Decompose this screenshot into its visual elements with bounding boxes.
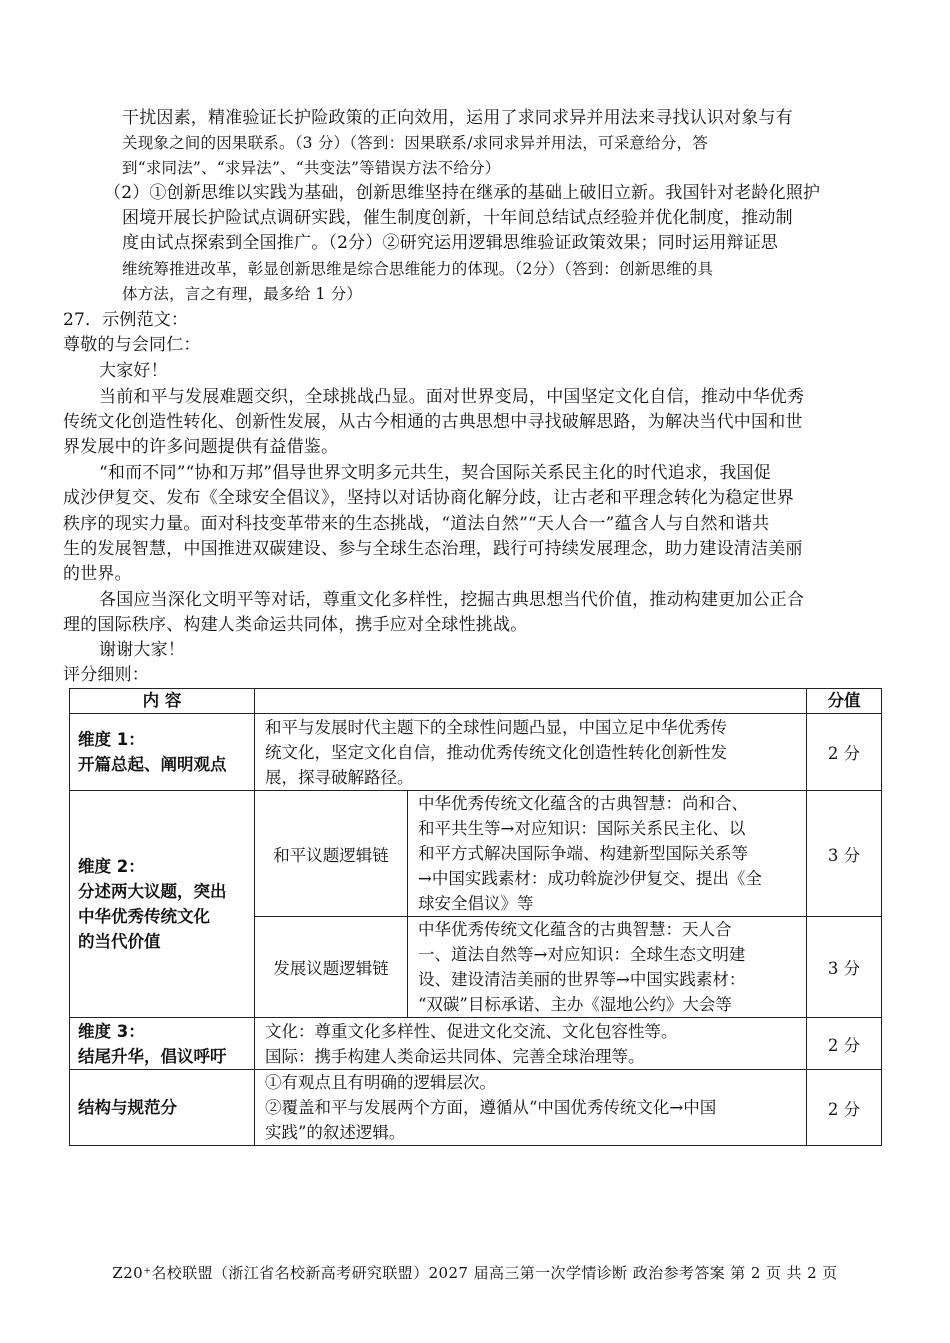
- dimension-3-score: 2 分: [807, 1018, 882, 1070]
- structure-score: 2 分: [807, 1070, 882, 1146]
- table-header-row: [70, 689, 882, 714]
- table-row: [70, 1070, 882, 1146]
- q26-2-line-2: 困境开展长护险试点调研实践，催生制度创新，十年间总结试点经验并优化制度，推动制: [122, 208, 793, 228]
- q27-para3-line-1: 各国应当深化文明平等对话，尊重文化多样性，挖掘古典思想当代价值，推动构建更加公正合: [99, 590, 805, 610]
- table-row: [70, 714, 882, 791]
- q27-salutation: 尊敬的与会同仁：: [63, 335, 201, 355]
- dimension-title: 维度 2：: [78, 857, 145, 876]
- content-line: 球安全倡议》等: [418, 894, 534, 913]
- content-line: 一、道法自然等→对应知识：全球生态文明建: [418, 945, 746, 964]
- dimension-title: 维度 3：: [78, 1021, 145, 1041]
- content-line: 和平方式解决国际争端、构建新型国际关系等: [418, 844, 748, 863]
- content-line: 展，探寻破解路径。: [265, 767, 414, 787]
- dimension-subtitle: 结尾升华，倡议呼吁: [78, 1046, 227, 1066]
- content-line: ①有观点且有明确的逻辑层次。: [265, 1073, 496, 1092]
- content-line: 实践”的叙述逻辑。: [265, 1123, 406, 1142]
- dimension-subtitle: 分述两大议题，突出: [78, 882, 227, 901]
- rubric-table: [69, 688, 882, 1146]
- q26-2-line-5: 体方法，言之有理，最多给 1 分）: [122, 285, 363, 303]
- structure-label: [70, 1070, 255, 1146]
- rubric-title: 评分细则：: [63, 665, 149, 685]
- q26-tail-line-1: 干扰因素，精准验证长护险政策的正向效用，运用了求同求异并用法来寻找认识对象与有: [122, 108, 793, 128]
- dimension-1-score: 2 分: [807, 714, 882, 791]
- dimension-title: 结构与规范分: [78, 1098, 177, 1117]
- dimension-subtitle: 开篇总起、阐明观点: [78, 755, 227, 774]
- content-line: 和平共生等→对应知识：国际关系民主化、以: [418, 819, 746, 838]
- development-chain-content: [408, 917, 807, 1018]
- content-line: 中华优秀传统文化蕴含的古典智慧：天人合: [418, 920, 732, 939]
- dimension-2-label: [70, 791, 255, 1018]
- q27-para1-line-3: 界发展中的许多问题提供有益借鉴。: [63, 437, 339, 457]
- content-line: 文化：尊重文化多样性、促进文化交流、文化包容性等。: [265, 1021, 678, 1041]
- content-line: 国际：携手构建人类命运共同体、完善全球治理等。: [265, 1046, 645, 1066]
- q27-para2-line-2: 成沙伊复交、发布《全球安全倡议》，坚持以对话协商化解分歧，让古老和平理念转化为稳定世界: [63, 488, 795, 508]
- content-line: 中华优秀传统文化蕴含的古典智慧：尚和合、: [418, 794, 748, 813]
- content-line: 统文化，坚定文化自信，推动优秀传统文化创造性转化创新性发: [265, 742, 727, 762]
- q27-heading: 27．示例范文：: [63, 310, 189, 330]
- q26-2-line-3: 度由试点探索到全国推广。（2分）②研究运用逻辑思维验证政策效果；同时运用辩证思: [122, 233, 779, 253]
- table-row: [70, 1018, 882, 1070]
- header-score: 分值: [807, 689, 882, 714]
- q26-2-line-1: （2）①创新思维以实践为基础，创新思维坚持在继承的基础上破旧立新。我国针对老龄化照护: [104, 183, 821, 203]
- q26-tail-line-2: 关现象之间的因果联系。（3 分）（答到：因果联系/求同求异并用法，可采意给分，答: [122, 134, 709, 152]
- q27-para2-line-1: “和而不同”“协和万邦”倡导世界文明多元共生，契合国际关系民主化的时代追求，我国促: [99, 463, 771, 483]
- development-chain-score: 3 分: [807, 917, 882, 1018]
- content-line: “双碳”目标承诺、主办《湿地公约》大会等: [418, 995, 732, 1014]
- content-line: 和平与发展时代主题下的全球性问题凸显，中国立足中华优秀传: [265, 717, 727, 737]
- q27-para2-line-3: 秩序的现实力量。面对科技变革带来的生态挑战，“道法自然”“天人合一”蕴含人与自然和谐共: [63, 514, 770, 534]
- header-content: 内 容: [70, 689, 255, 714]
- peace-chain-content: [408, 791, 807, 917]
- q27-greeting: 大家好！: [99, 361, 168, 381]
- q27-para1-line-1: 当前和平与发展难题交织，全球挑战凸显。面对世界变局，中国坚定文化自信，推动中华优秀: [99, 387, 805, 407]
- q27-para2-line-5: 的世界。: [63, 564, 132, 584]
- q27-para2-line-4: 生的发展智慧，中国推进双碳建设、参与全球生态治理，践行可持续发展理念，助力建设清洁美丽: [63, 539, 803, 559]
- dimension-1-label: [70, 714, 255, 791]
- dimension-3-label: [70, 1018, 255, 1070]
- q26-2-line-4: 维统筹推进改革，彰显创新思维是综合思维能力的体现。（2分）（答到：创新思维的具: [122, 260, 714, 278]
- dimension-title: 维度 1：: [78, 730, 145, 749]
- structure-content: [255, 1070, 807, 1146]
- dimension-subtitle: 的当代价值: [78, 932, 161, 951]
- content-line: ②覆盖和平与发展两个方面，遵循从“中国优秀传统文化→中国: [265, 1098, 717, 1117]
- q27-closing: 谢谢大家！: [99, 640, 185, 660]
- dimension-3-content: [255, 1018, 807, 1070]
- q27-para1-line-2: 传统文化创造性转化、创新性发展，从古今相通的古典思想中寻找破解思路，为解决当代中国和世: [63, 412, 803, 432]
- development-chain-label: 发展议题逻辑链: [255, 917, 408, 1018]
- dimension-1-content: [255, 714, 807, 791]
- q27-para3-line-2: 理的国际秩序、构建人类命运共同体，携手应对全球性挑战。: [63, 615, 528, 635]
- page-footer: Z20⁺名校联盟（浙江省名校新高考研究联盟）2027 届高三第一次学情诊断 政治参考答案 第 2 页 共 2 页: [112, 1264, 838, 1282]
- q26-tail-line-3: 到“求同法”、“求异法”、“共变法”等错误方法不给分）: [122, 159, 501, 177]
- content-line: 设、建设清洁美丽的世界等→中国实践素材：: [418, 970, 746, 989]
- table-row: [70, 791, 882, 917]
- header-blank: [255, 689, 807, 714]
- content-line: →中国实践素材：成功斡旋沙伊复交、提出《全: [418, 869, 762, 888]
- dimension-subtitle: 中华优秀传统文化: [78, 907, 210, 926]
- peace-chain-score: 3 分: [807, 791, 882, 917]
- peace-chain-label: 和平议题逻辑链: [255, 791, 408, 917]
